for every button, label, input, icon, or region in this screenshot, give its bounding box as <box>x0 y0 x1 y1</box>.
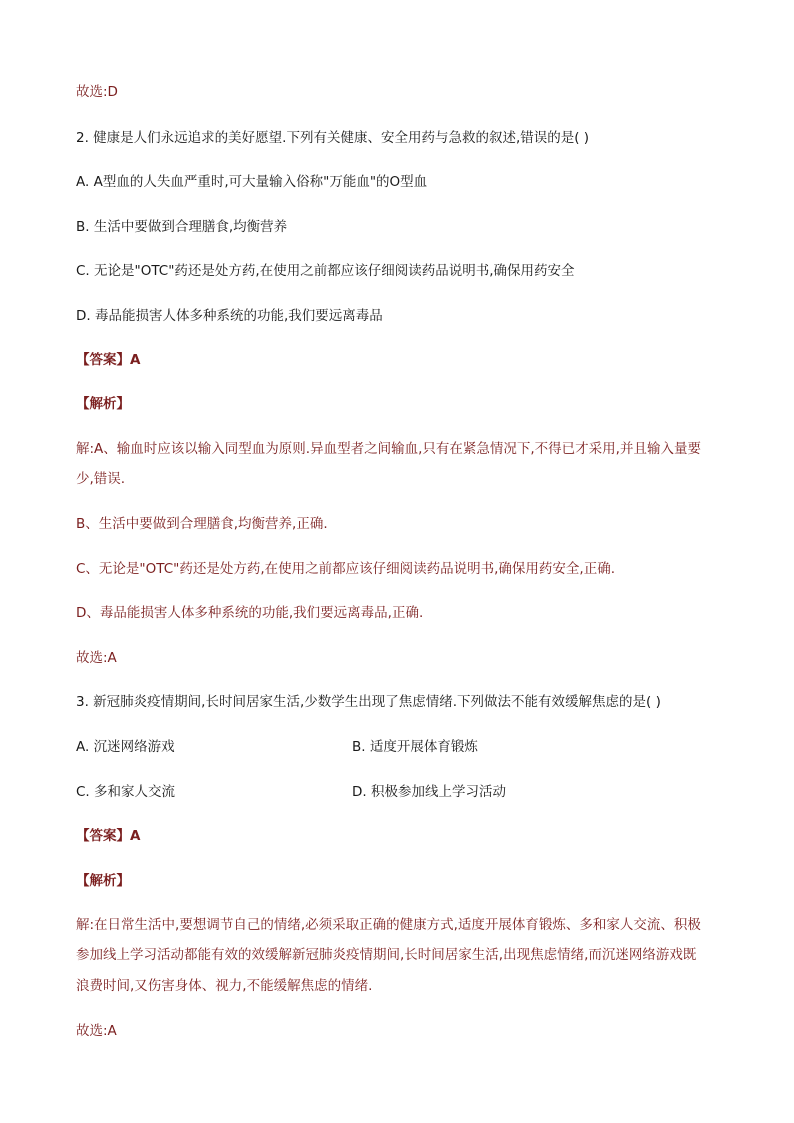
q2-analysis-line-1: 解:A、输血时应该以输入同型血为原则.异血型者之间输血,只有在紧急情况下,不得已才采用,并且输入量要 <box>76 441 701 457</box>
q2-analysis-line-4: C、无论是"OTC"药还是处方药,在使用之前都应该仔细阅读药品说明书,确保用药安全,正确. <box>76 561 616 577</box>
q2-answer: 【答案】A <box>76 352 141 368</box>
q3-option-a: A. 沉迷网络游戏 <box>76 739 175 755</box>
q2-analysis-label: 【解析】 <box>76 396 130 412</box>
q3-stem: 3. 新冠肺炎疫情期间,长时间居家生活,少数学生出现了焦虑情绪.下列做法不能有效缓解焦虑的是( ) <box>76 694 661 710</box>
q3-option-c: C. 多和家人交流 <box>76 784 176 800</box>
q2-option-b: B. 生活中要做到合理膳食,均衡营养 <box>76 219 288 235</box>
q3-analysis-line-2: 参加线上学习活动都能有效的效缓解新冠肺炎疫情期间,长时间居家生活,出现焦虑情绪,而沉迷网络游戏既 <box>76 947 697 963</box>
q2-option-a: A. A型血的人失血严重时,可大量输入俗称"万能血"的O型血 <box>76 174 428 190</box>
q2-analysis-line-3: B、生活中要做到合理膳食,均衡营养,正确. <box>76 516 328 532</box>
q2-stem: 2. 健康是人们永远追求的美好愿望.下列有关健康、安全用药与急救的叙述,错误的是( ) <box>76 130 590 146</box>
q3-answer: 【答案】A <box>76 828 141 844</box>
q3-conclusion: 故选:A <box>76 1023 117 1039</box>
q2-conclusion: 故选:A <box>76 650 117 666</box>
q3-analysis-label: 【解析】 <box>76 873 130 889</box>
q2-analysis-line-2: 少,错误. <box>76 471 126 487</box>
q2-option-c: C. 无论是"OTC"药还是处方药,在使用之前都应该仔细阅读药品说明书,确保用药安全 <box>76 263 575 279</box>
q3-option-b: B. 适度开展体育锻炼 <box>352 739 478 755</box>
q3-analysis-line-3: 浪费时间,又伤害身体、视力,不能缓解焦虑的情绪. <box>76 978 373 994</box>
q3-option-d: D. 积极参加线上学习活动 <box>352 784 506 800</box>
q2-analysis-line-5: D、毒品能损害人体多种系统的功能,我们要远离毒品,正确. <box>76 605 424 621</box>
q3-analysis-line-1: 解:在日常生活中,要想调节自己的情绪,必须采取正确的健康方式,适度开展体育锻炼、多和家人交流、积极 <box>76 917 701 933</box>
q2-option-d: D. 毒品能损害人体多种系统的功能,我们要远离毒品 <box>76 308 383 324</box>
q1-conclusion: 故选:D <box>76 84 118 100</box>
